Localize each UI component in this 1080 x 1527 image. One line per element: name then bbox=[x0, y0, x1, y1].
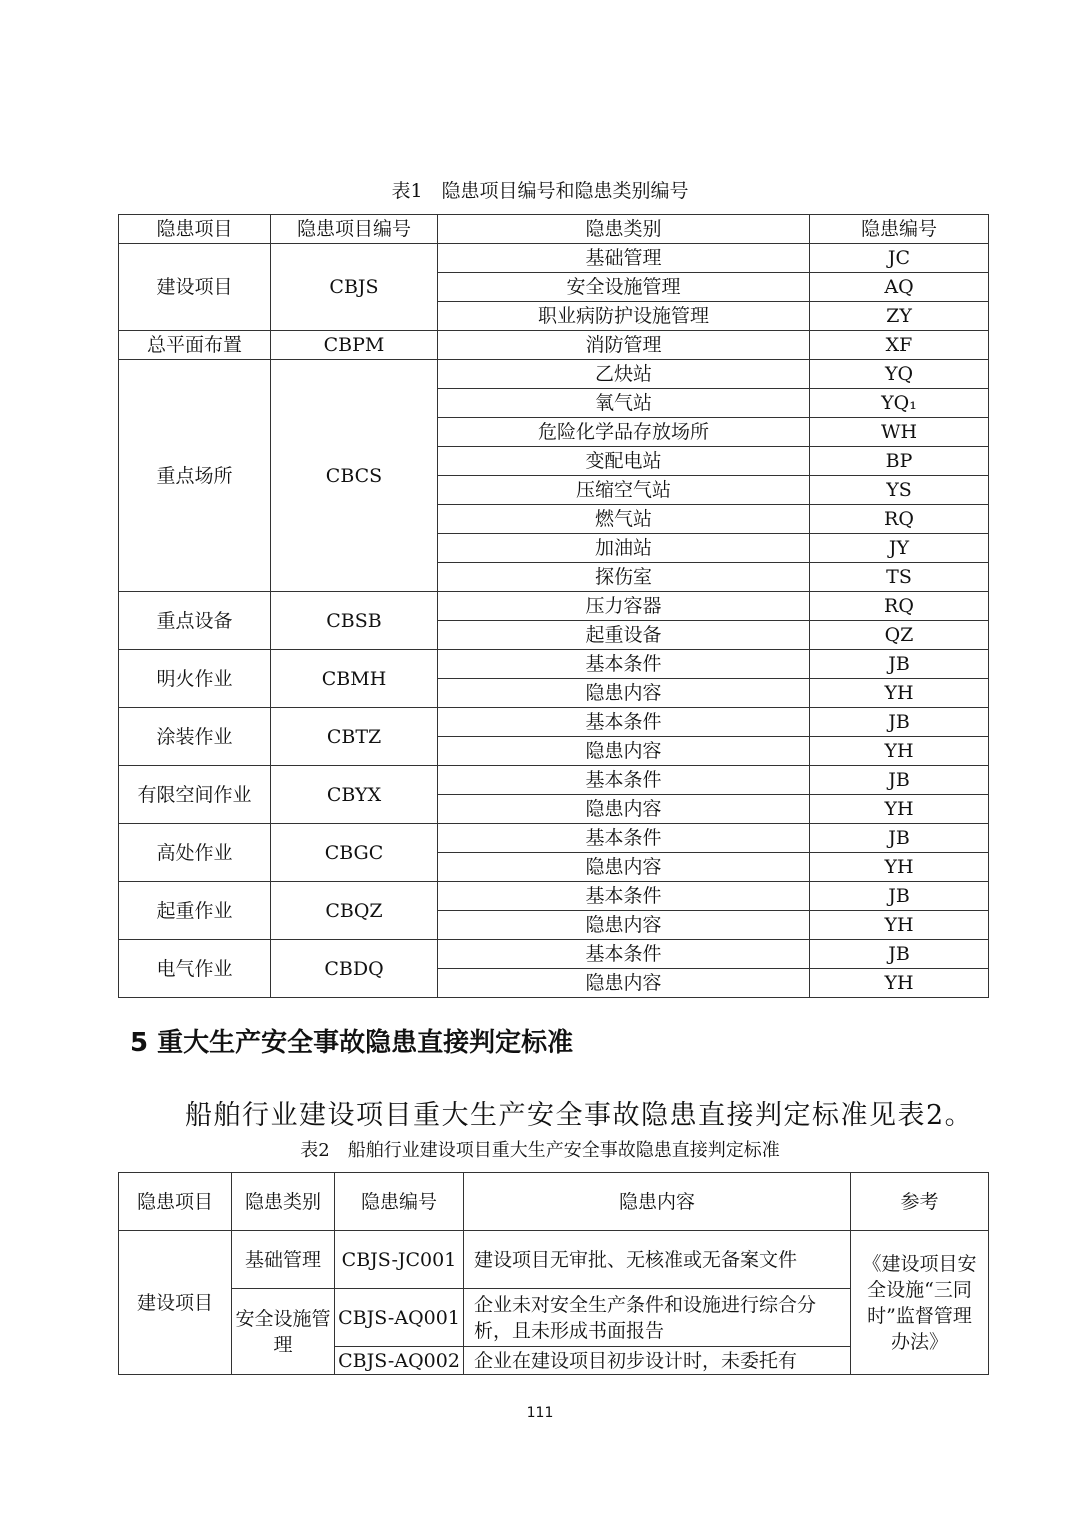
table1-item-cell: 高处作业 bbox=[119, 824, 271, 882]
table1-category-cell: 隐患内容 bbox=[438, 911, 810, 940]
major-hazard-criteria-table bbox=[118, 1172, 989, 1375]
table1-category-cell: 压力容器 bbox=[438, 592, 810, 621]
table-row bbox=[119, 592, 989, 621]
table1-code-cell: YH bbox=[810, 969, 989, 998]
table1-item-code-cell: CBSB bbox=[271, 592, 438, 650]
table-row bbox=[119, 882, 989, 911]
table1-code-cell: YH bbox=[810, 911, 989, 940]
table1-item-code-cell: CBMH bbox=[271, 650, 438, 708]
table2-code-cell: CBJS-JC001 bbox=[335, 1231, 464, 1289]
table1-category-cell: 压缩空气站 bbox=[438, 476, 810, 505]
table1-header-cell: 隐患项目 bbox=[119, 215, 271, 244]
table1-code-cell: RQ bbox=[810, 592, 989, 621]
table1-code-cell: JY bbox=[810, 534, 989, 563]
table1-category-cell: 消防管理 bbox=[438, 331, 810, 360]
table2-code-cell: CBJS-AQ002 bbox=[335, 1347, 464, 1375]
table1-category-cell: 基本条件 bbox=[438, 708, 810, 737]
table1-item-code-cell: CBPM bbox=[271, 331, 438, 360]
table1-category-cell: 基本条件 bbox=[438, 650, 810, 679]
table1-item-code-cell: CBDQ bbox=[271, 940, 438, 998]
table1-item-code-cell: CBQZ bbox=[271, 882, 438, 940]
table1-code-cell: TS bbox=[810, 563, 989, 592]
table2-category-cell: 基础管理 bbox=[232, 1231, 335, 1289]
table1-category-cell: 起重设备 bbox=[438, 621, 810, 650]
table1-category-cell: 危险化学品存放场所 bbox=[438, 418, 810, 447]
page-number: 111 bbox=[526, 1405, 554, 1421]
table1-code-cell: AQ bbox=[810, 273, 989, 302]
table1-code-cell: JB bbox=[810, 940, 989, 969]
table1-category-cell: 基本条件 bbox=[438, 940, 810, 969]
table1-category-cell: 加油站 bbox=[438, 534, 810, 563]
section-5-heading: 5 重大生产安全事故隐患直接判定标准 bbox=[130, 1028, 574, 1058]
table1-item-cell: 重点场所 bbox=[119, 360, 271, 592]
table1-category-cell: 基础管理 bbox=[438, 244, 810, 273]
table1-category-cell: 氧气站 bbox=[438, 389, 810, 418]
table-row bbox=[119, 244, 989, 273]
table1-item-code-cell: CBCS bbox=[271, 360, 438, 592]
hazard-code-table bbox=[118, 214, 989, 998]
table1-code-cell: BP bbox=[810, 447, 989, 476]
table1-category-cell: 隐患内容 bbox=[438, 969, 810, 998]
table2-content-cell: 建设项目无审批、无核准或无备案文件 bbox=[464, 1231, 851, 1289]
table-row bbox=[119, 650, 989, 679]
table2-code-cell: CBJS-AQ001 bbox=[335, 1289, 464, 1347]
table1-item-cell: 起重作业 bbox=[119, 882, 271, 940]
table1-category-cell: 基本条件 bbox=[438, 824, 810, 853]
table1-code-cell: JC bbox=[810, 244, 989, 273]
table1-item-cell: 建设项目 bbox=[119, 244, 271, 331]
table1-item-cell: 重点设备 bbox=[119, 592, 271, 650]
table2-content-cell: 企业在建设项目初步设计时，未委托有 bbox=[464, 1347, 851, 1375]
table1-caption: 表1 隐患项目编号和隐患类别编号 bbox=[391, 180, 689, 202]
table1-category-cell: 基本条件 bbox=[438, 882, 810, 911]
table1-category-cell: 基本条件 bbox=[438, 766, 810, 795]
table-row bbox=[119, 824, 989, 853]
table1-header-cell: 隐患类别 bbox=[438, 215, 810, 244]
table2-header-cell: 隐患项目 bbox=[119, 1173, 232, 1231]
table1-code-cell: JB bbox=[810, 708, 989, 737]
table1-code-cell: YQ bbox=[810, 360, 989, 389]
table2-header-cell: 隐患内容 bbox=[464, 1173, 851, 1231]
table1-item-code-cell: CBTZ bbox=[271, 708, 438, 766]
table2-content-cell: 企业未对安全生产条件和设施进行综合分析，且未形成书面报告 bbox=[464, 1289, 851, 1347]
table2-caption: 表2 船舶行业建设项目重大生产安全事故隐患直接判定标准 bbox=[300, 1140, 780, 1161]
table1-category-cell: 隐患内容 bbox=[438, 737, 810, 766]
table1-item-code-cell: CBYX bbox=[271, 766, 438, 824]
table1-header-cell: 隐患编号 bbox=[810, 215, 989, 244]
table2-category-cell: 安全设施管理 bbox=[232, 1289, 335, 1375]
table2-header-cell: 隐患类别 bbox=[232, 1173, 335, 1231]
table1-category-cell: 燃气站 bbox=[438, 505, 810, 534]
table1-item-cell: 总平面布置 bbox=[119, 331, 271, 360]
table-row bbox=[119, 1231, 989, 1289]
table1-code-cell: WH bbox=[810, 418, 989, 447]
table1-item-cell: 涂装作业 bbox=[119, 708, 271, 766]
table1-code-cell: QZ bbox=[810, 621, 989, 650]
table2-reference-cell: 《建设项目安全设施“三同时”监督管理办法》 bbox=[851, 1231, 989, 1375]
table1-code-cell: YH bbox=[810, 737, 989, 766]
table1-code-cell: XF bbox=[810, 331, 989, 360]
table1-category-cell: 安全设施管理 bbox=[438, 273, 810, 302]
table-row bbox=[119, 331, 989, 360]
table1-code-cell: YH bbox=[810, 853, 989, 882]
table1-category-cell: 变配电站 bbox=[438, 447, 810, 476]
table1-code-cell: YQ₁ bbox=[810, 389, 989, 418]
table1-code-cell: YH bbox=[810, 795, 989, 824]
table1-item-code-cell: CBGC bbox=[271, 824, 438, 882]
table1-item-cell: 电气作业 bbox=[119, 940, 271, 998]
table2-item-cell: 建设项目 bbox=[119, 1231, 232, 1375]
table-row bbox=[119, 360, 989, 389]
table1-header-row bbox=[119, 215, 989, 244]
table1-header-cell: 隐患项目编号 bbox=[271, 215, 438, 244]
table1-code-cell: YS bbox=[810, 476, 989, 505]
table1-item-cell: 明火作业 bbox=[119, 650, 271, 708]
table1-code-cell: JB bbox=[810, 766, 989, 795]
table-row bbox=[119, 766, 989, 795]
table1-code-cell: JB bbox=[810, 882, 989, 911]
table1-code-cell: RQ bbox=[810, 505, 989, 534]
table2-header-cell: 隐患编号 bbox=[335, 1173, 464, 1231]
table1-code-cell: JB bbox=[810, 824, 989, 853]
table1-category-cell: 隐患内容 bbox=[438, 795, 810, 824]
table1-category-cell: 乙炔站 bbox=[438, 360, 810, 389]
table2-header-cell: 参考 bbox=[851, 1173, 989, 1231]
table1-category-cell: 探伤室 bbox=[438, 563, 810, 592]
table-row bbox=[119, 940, 989, 969]
table1-category-cell: 隐患内容 bbox=[438, 853, 810, 882]
table1-item-cell: 有限空间作业 bbox=[119, 766, 271, 824]
table1-code-cell: YH bbox=[810, 679, 989, 708]
section-5-paragraph: 船舶行业建设项目重大生产安全事故隐患直接判定标准见表2。 bbox=[185, 1100, 974, 1131]
table1-item-code-cell: CBJS bbox=[271, 244, 438, 331]
table1-code-cell: JB bbox=[810, 650, 989, 679]
table1-category-cell: 职业病防护设施管理 bbox=[438, 302, 810, 331]
table1-category-cell: 隐患内容 bbox=[438, 679, 810, 708]
table1-code-cell: ZY bbox=[810, 302, 989, 331]
table-row bbox=[119, 708, 989, 737]
table2-header-row bbox=[119, 1173, 989, 1231]
